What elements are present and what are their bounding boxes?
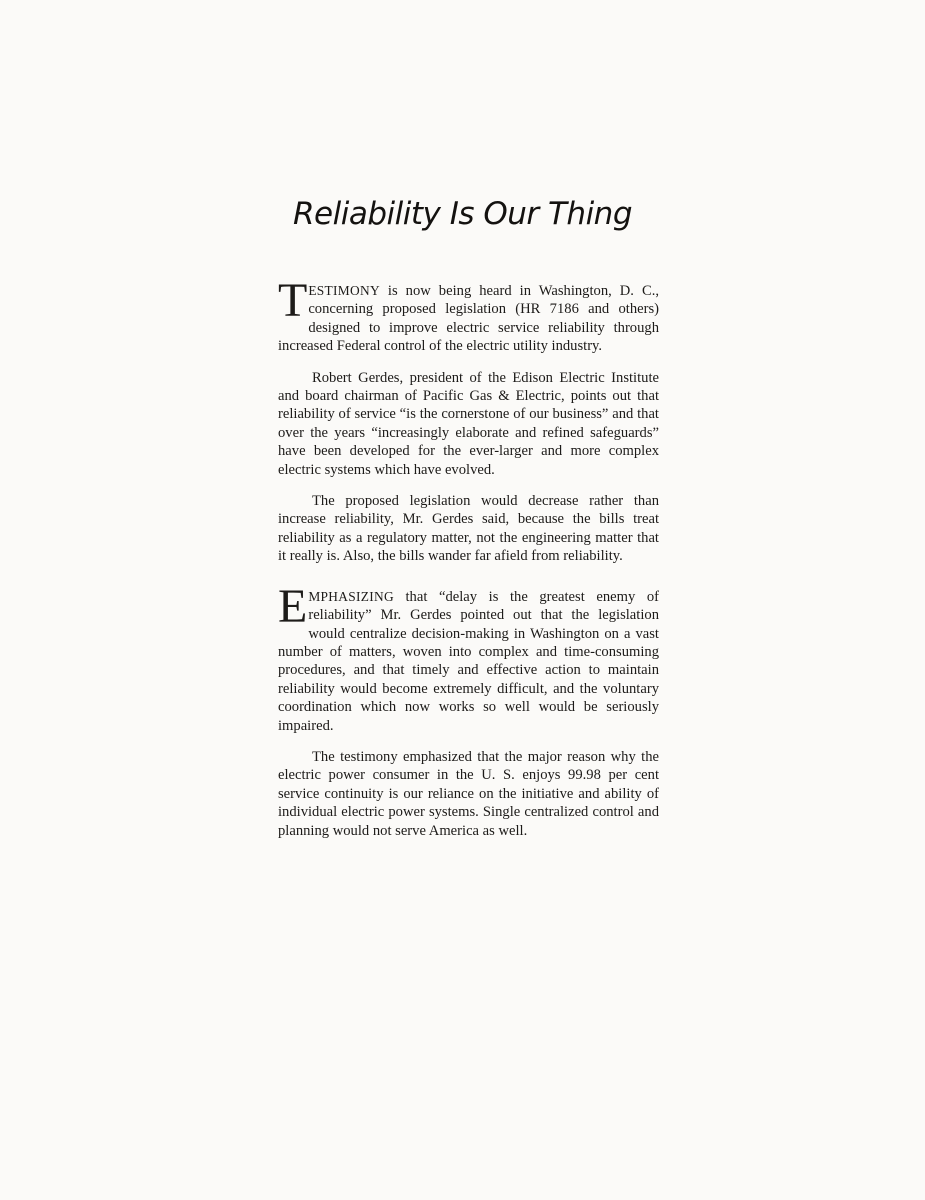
drop-cap: T — [278, 274, 308, 327]
paragraph-text: that “delay is the greatest enemy of reliability” Mr. Gerdes pointed out that the legislation would centralize decision-making in Washington on a vast number of matters, woven into complex and time-consuming procedures, and that timely and effective action to maintain reliability would become extremely difficult, and the voluntary coordination which now works so well would be seriously impaired. — [278, 588, 659, 734]
lead-word: MPHASIZING — [308, 588, 394, 604]
paragraph-text: Robert Gerdes, president of the Edison Electric Institute and board chairman of Pacific Gas & Electric, points out that reliability of service “is the cornerstone of our business” and that over the years “increasingly elaborate and refined safeguards” have been developed for the ever-larger and more complex electric systems which have evolved. — [278, 369, 659, 478]
paragraph-legislation — [278, 492, 659, 566]
paragraph-text: The proposed legislation would decrease rather than increase reliability, Mr. Gerdes said, because the bills treat reliability as a regulatory matter, not the engineering matter that it really is. Also, the bills wander far afield from reliability. — [278, 493, 659, 565]
paragraph-testimony — [278, 274, 659, 356]
paragraph-gerdes — [278, 369, 659, 479]
paragraph-continuity — [278, 748, 659, 840]
drop-cap: E — [278, 579, 308, 633]
lead-word: ESTIMONY — [308, 283, 380, 298]
paragraph-text: The testimony emphasized that the major reason why the electric power consumer in the U. S. enjoys 99.98 per cent service continuity is our reliance on the initiative and ability of individual electric power systems. Single centralized control and planning would not serve America as well. — [278, 748, 659, 839]
page-title: Reliability Is Our Thing — [292, 196, 633, 232]
article-body — [278, 274, 659, 853]
paragraph-emphasizing — [278, 579, 659, 735]
paragraph-text: is now being heard in Washington, D. C., concerning proposed legislation (HR 7186 and others) designed to improve electric service reliability through increased Federal control of the electric utility industry. — [278, 283, 659, 355]
